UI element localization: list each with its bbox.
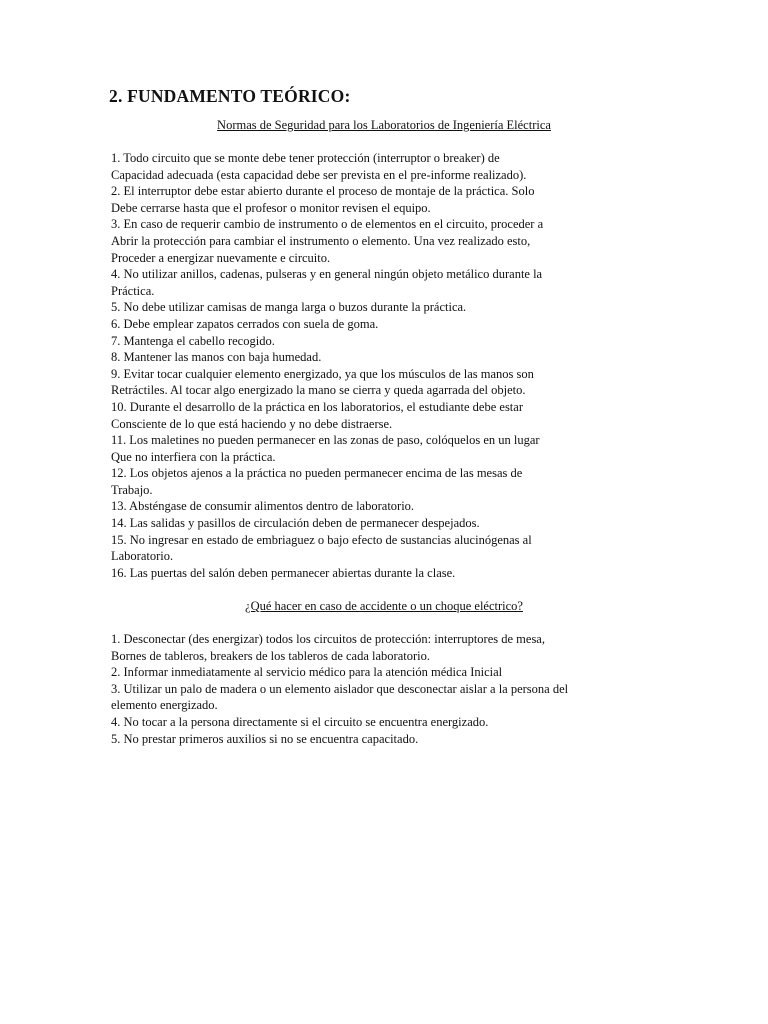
safety-rule-line: Proceder a energizar nuevamente e circuito. [111, 250, 331, 265]
safety-rule-line: Debe cerrarse hasta que el profesor o monitor revisen el equipo. [111, 200, 431, 215]
safety-rule-line: 4. No utilizar anillos, cadenas, pulseras y en general ningún objeto metálico durante la [111, 267, 543, 282]
safety-rule-line: 13. Absténgase de consumir alimentos dentro de laboratorio. [111, 499, 415, 514]
safety-rule-line: Trabajo. [111, 482, 153, 497]
safety-rule-line: 15. No ingresar en estado de embriaguez o bajo efecto de sustancias alucinógenas al [111, 532, 532, 547]
safety-rule-line: 6. Debe emplear zapatos cerrados con suela de goma. [111, 316, 379, 331]
safety-rule-line: 5. No debe utilizar camisas de manga larga o buzos durante la práctica. [111, 300, 467, 315]
procedure-step-line: 4. No tocar a la persona directamente si el circuito se encuentra energizado. [111, 714, 489, 729]
safety-rule-line: 16. Las puertas del salón deben permanecer abiertas durante la clase. [111, 565, 456, 580]
procedure-step-line: 3. Utilizar un palo de madera o un elemento aislador que desconectar aislar a la persona del [111, 681, 569, 696]
safety-rules-list [111, 150, 671, 581]
safety-rule-line: Abrir la protección para cambiar el instrumento o elemento. Una vez realizado esto, [111, 233, 531, 248]
procedure-step-line: 2. Informar inmediatamente al servicio médico para la atención médica Inicial [111, 665, 503, 680]
safety-rule-line: 1. Todo circuito que se monte debe tener protección (interruptor o breaker) de [111, 151, 500, 165]
safety-rule-line: 7. Mantenga el cabello recogido. [111, 333, 275, 348]
safety-rules-title: Normas de Seguridad para los Laboratorios de Ingeniería Eléctrica [217, 118, 551, 132]
safety-rule-line: 3. En caso de requerir cambio de instrumento o de elementos en el circuito, proceder a [111, 217, 544, 232]
section-heading: 2. FUNDAMENTO TEÓRICO: [109, 86, 351, 106]
safety-rule-line: Consciente de lo que está haciendo y no debe distraerse. [111, 416, 393, 431]
safety-rule-line: 11. Los maletines no pueden permanecer en las zonas de paso, colóquelos en un lugar [111, 433, 540, 448]
safety-rule-line: Capacidad adecuada (esta capacidad debe ser prevista en el pre-informe realizado). [111, 167, 527, 182]
safety-rule-line: Práctica. [111, 283, 155, 298]
procedure-step-line: elemento energizado. [111, 698, 218, 713]
safety-rule-line: Que no interfiera con la práctica. [111, 449, 276, 464]
safety-rule-line: 8. Mantener las manos con baja humedad. [111, 350, 322, 365]
safety-rule-line: 14. Las salidas y pasillos de circulación deben de permanecer despejados. [111, 516, 480, 531]
safety-rule-line: Laboratorio. [111, 549, 174, 564]
safety-rule-line: 10. Durante el desarrollo de la práctica en los laboratorios, el estudiante debe estar [111, 399, 523, 414]
safety-rule-line: Retráctiles. Al tocar algo energizado la mano se cierra y queda agarrada del objeto. [111, 383, 526, 398]
accident-procedure-list [111, 631, 671, 747]
procedure-step-line: 1. Desconectar (des energizar) todos los circuitos de protección: interruptores de mesa, [111, 632, 545, 646]
procedure-step-line: Bornes de tableros, breakers de los tableros de cada laboratorio. [111, 648, 430, 663]
procedure-step-line: 5. No prestar primeros auxilios si no se encuentra capacitado. [111, 731, 419, 746]
accident-procedure-title: ¿Qué hacer en caso de accidente o un choque eléctrico? [245, 599, 523, 613]
safety-rule-line: 12. Los objetos ajenos a la práctica no pueden permanecer encima de las mesas de [111, 466, 523, 481]
safety-rule-line: 2. El interruptor debe estar abierto durante el proceso de montaje de la práctica. Solo [111, 184, 535, 199]
safety-rule-line: 9. Evitar tocar cualquier elemento energizado, ya que los músculos de las manos son [111, 366, 534, 381]
